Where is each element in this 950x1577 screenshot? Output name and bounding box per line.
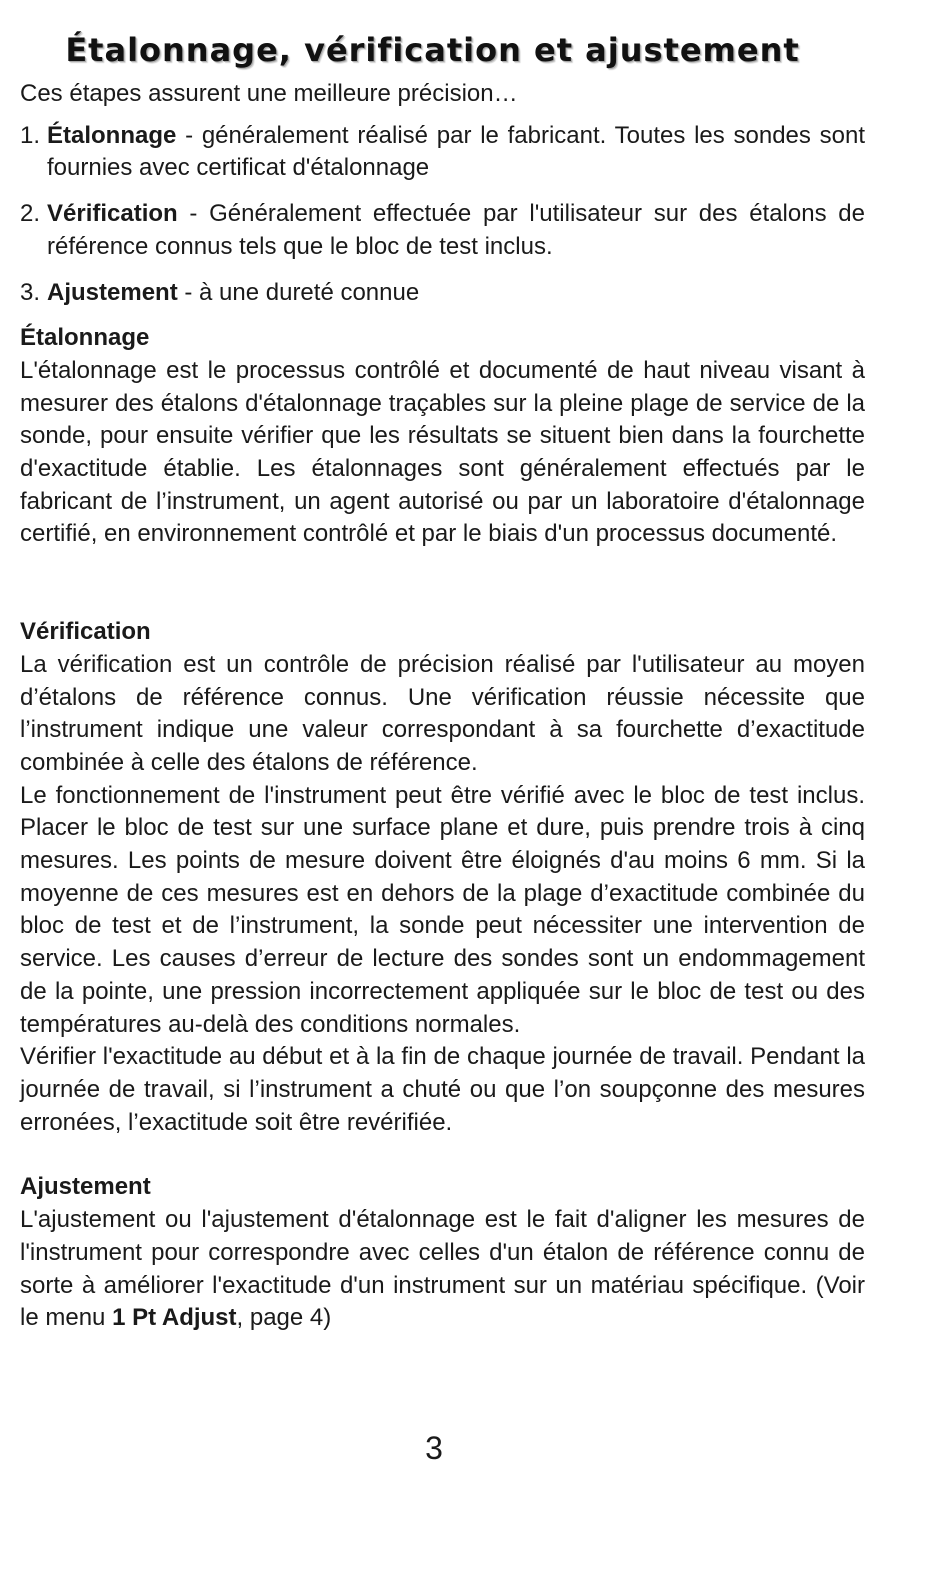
- list-item: [20, 277, 865, 310]
- list-item-text: - Généralement effectuée par l'utilisateur sur des étalons de référence connus tels que le bloc de test inclus.: [47, 200, 865, 260]
- section-heading: Ajustement: [20, 1173, 151, 1201]
- list-item-term: Ajustement: [47, 278, 178, 306]
- menu-name: 1 Pt Adjust: [112, 1304, 237, 1332]
- paragraph: Le fonctionnement de l'instrument peut être vérifié avec le bloc de test inclus. Placer le bloc de test sur une surface plane et dure, puis prendre trois à cinq mesures. Les points de mesure doivent être éloignés d'au moins 6 mm. Si la moyenne de ces mesures est en dehors de la plage d’exactitude combinée du bloc de test et de l’instrument, la sonde peut nécessiter une intervention de service. Les causes d’erreur de lecture des sondes sont un endommagement de la pointe, une pression incorrectement appliquée sur le bloc de test ou des températures au-delà des conditions normales.: [20, 781, 865, 1038]
- document-page: [20, 0, 865, 1335]
- paragraph-text: , page 4): [236, 1304, 332, 1332]
- section-etalonnage: [20, 322, 865, 551]
- paragraph: La vérification est un contrôle de précision réalisé par l'utilisateur au moyen d’étalons de référence connus. Une vérification réussie nécessite que l’instrument indique une valeur correspondant à sa fourchette d’exactitude combinée à celle des étalons de référence.: [20, 650, 865, 776]
- list-item-term: Étalonnage: [47, 121, 177, 149]
- section-heading: Vérification: [20, 618, 151, 646]
- list-item: [20, 120, 865, 185]
- list-item-text: - à une dureté connue: [177, 278, 420, 306]
- list-item-number: 1.: [20, 121, 41, 149]
- paragraph-text: L'ajustement ou l'ajustement d'étalonnage est le fait d'aligner les mesures de l'instrument pour correspondre avec celles d'un étalon de référence connu de sorte à améliorer l'exactitude d'un instrument sur un matériau spécifique. (Voir le menu: [20, 1206, 865, 1332]
- intro-text: Ces étapes assurent une meilleure précision…: [20, 80, 518, 107]
- list-item-number: 3.: [20, 278, 41, 306]
- list-item: [20, 198, 865, 263]
- page-title: Étalonnage, vérification et ajustement: [65, 31, 800, 69]
- list-item-text: - généralement réalisé par le fabricant. Toutes les sondes sont fournies avec certificat d'étalonnage: [47, 121, 865, 182]
- list-item-term: Vérification: [47, 200, 178, 228]
- paragraph: L'étalonnage est le processus contrôlé et documenté de haut niveau visant à mesurer des étalons d'étalonnage traçables sur la pleine plage de service de la sonde, pour ensuite vérifier que les résultats se situent bien dans la fourchette d'exactitude établie. Les étalonnages sont généralement effectués par le fabricant de l’instrument, un agent autorisé ou par un laboratoire d'étalonnage certifié, en environnement contrôlé et par le biais d'un processus documenté.: [20, 356, 865, 548]
- steps-list: [20, 120, 865, 310]
- page-number: 3: [425, 1430, 443, 1466]
- section-ajustement: [20, 1171, 865, 1335]
- list-item-number: 2.: [20, 200, 41, 228]
- paragraph: [20, 1204, 865, 1335]
- section-verification: [20, 616, 865, 1139]
- section-heading: Étalonnage: [20, 324, 150, 352]
- paragraph: Vérifier l'exactitude au début et à la fin de chaque journée de travail. Pendant la journée de travail, si l’instrument a chuté ou que l’on soupçonne des mesures erronées, l’exactitude soit être revérifiée.: [20, 1043, 865, 1136]
